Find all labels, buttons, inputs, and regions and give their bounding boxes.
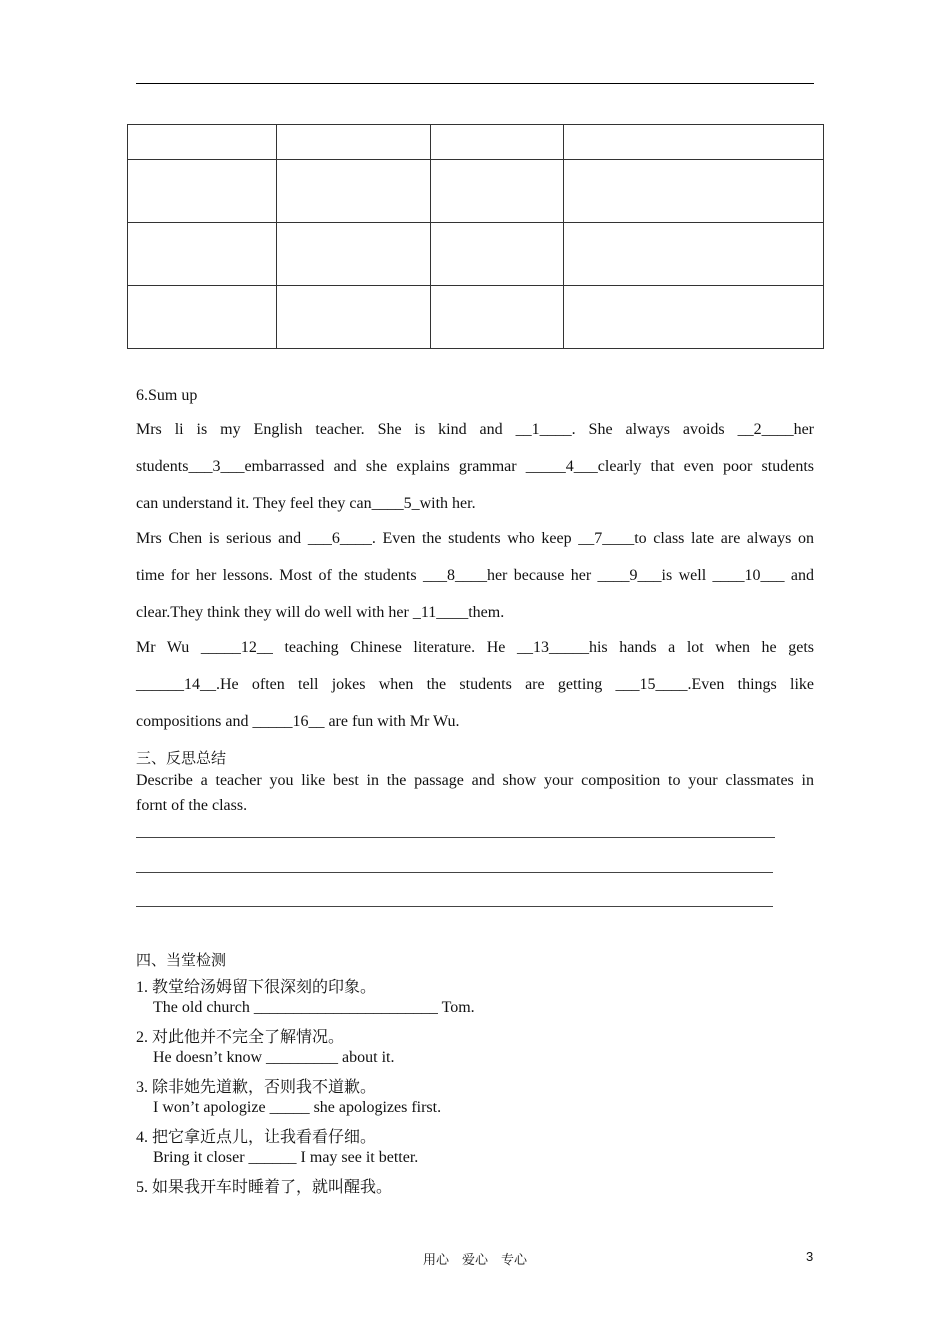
question-en: The old church _______________________ Tom.	[153, 999, 475, 1016]
page-number: 3	[806, 1249, 814, 1264]
empty-table	[127, 124, 824, 349]
question-en: He doesn’t know _________ about it.	[153, 1049, 395, 1066]
question-en: Bring it closer ______ I may see it better.	[153, 1149, 419, 1166]
text-line: Mrs li is my English teacher. She is kind and __1____. She always avoids __2____her	[136, 421, 814, 438]
question-en: I won’t apologize _____ she apologizes first.	[153, 1099, 442, 1116]
text-line: fornt of the class.	[136, 797, 248, 814]
question-cn: 3. 除非她先道歉，否则我不道歉。	[136, 1079, 377, 1096]
text-line: Mrs Chen is serious and ___6____. Even the students who keep __7____to class late are always on	[136, 530, 814, 547]
answer-line[interactable]	[136, 872, 773, 873]
header-rule	[136, 83, 814, 84]
question-cn: 4. 把它拿近点儿，让我看看仔细。	[136, 1129, 377, 1146]
question-cn: 1. 教堂给汤姆留下很深刻的印象。	[136, 979, 377, 996]
text-line: Mr Wu _____12__ teaching Chinese literature. He __13_____his hands a lot when he gets	[136, 639, 814, 656]
text-line: students___3___embarrassed and she explains grammar _____4___clearly that even poor students	[136, 458, 814, 475]
question-cn: 5. 如果我开车时睡着了，就叫醒我。	[136, 1179, 393, 1196]
section-title: 三、反思总结	[136, 749, 227, 767]
section-title: 四、当堂检测	[136, 951, 227, 969]
text-line: compositions and _____16__ are fun with Mr Wu.	[136, 713, 460, 730]
answer-line[interactable]	[136, 837, 775, 838]
text-line: can understand it. They feel they can____5_with her.	[136, 495, 476, 512]
text-line: time for her lessons. Most of the students ___8____her because her ____9___is well ____10___ and	[136, 567, 814, 584]
question-cn: 2. 对此他并不完全了解情况。	[136, 1029, 345, 1046]
text-line: clear.They think they will do well with her _11____them.	[136, 604, 505, 621]
footer-motto: 用心 爱心 专心	[422, 1253, 527, 1268]
answer-line[interactable]	[136, 906, 773, 907]
text-line: ______14__.He often tell jokes when the students are getting ___15____.Even things like	[136, 676, 814, 693]
section-title: 6.Sum up	[136, 387, 198, 404]
text-line: Describe a teacher you like best in the passage and show your composition to your classmates in	[136, 772, 814, 789]
